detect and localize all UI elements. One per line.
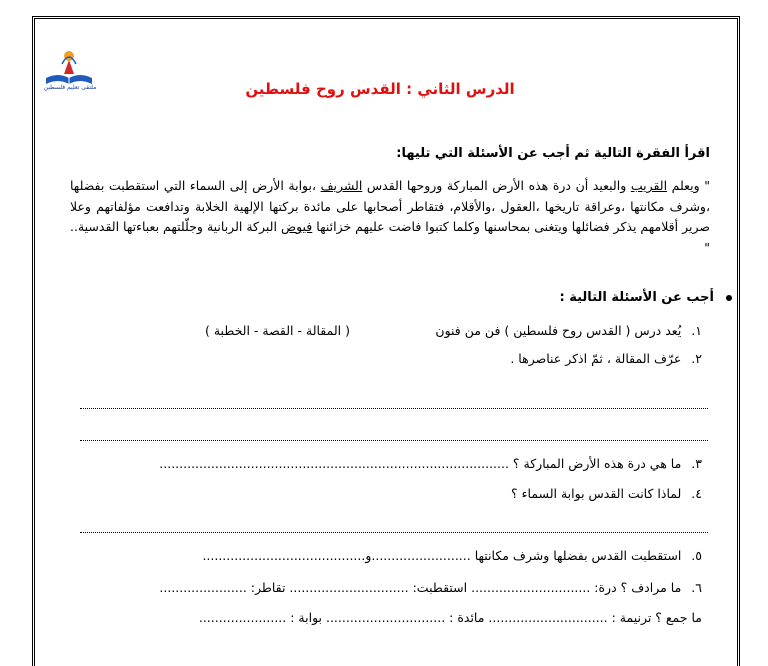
logo-caption: ملتقى تعليم فلسطين [43, 84, 97, 91]
question-2: ٢.عرّف المقالة ، ثمّ اذكر عناصرها . [510, 351, 702, 366]
question-6-plurals: ما جمع ؟ ترنيمة : .............................. مائدة : .............................. بوابة : ...................... [198, 610, 702, 625]
answer-line[interactable] [80, 440, 708, 441]
answer-line[interactable] [80, 532, 708, 533]
question-4: ٤.لماذا كانت القدس بوابة السماء ؟ [511, 486, 702, 501]
underlined-word-qareeb: القريب [630, 178, 668, 193]
underlined-word-fuyood: فيوض [280, 219, 313, 234]
question-5: ٥.استقطبت القدس بفضلها وشرف مكانتها .........................و......................................... [202, 548, 702, 563]
reading-instruction: اقرأ الفقرة التالية ثم أجب عن الأسئلة التي تليها: [396, 146, 710, 161]
lesson-title: الدرس الثاني : القدس روح فلسطين [245, 80, 515, 98]
question-1: ١.يُعد درس ( القدس روح فلسطين ) فن من فنون [435, 323, 702, 338]
question-1-options: ( المقالة - القصة - الخطبة ) [205, 323, 350, 338]
bullet-icon [726, 295, 732, 301]
answer-line[interactable] [80, 408, 708, 409]
question-3: ٣.ما هي درة هذه الأرض المباركة ؟ ........................................................................................ [159, 456, 702, 471]
questions-heading: أجب عن الأسئلة التالية : [560, 290, 732, 305]
reading-paragraph: " ويعلم القريب والبعيد أن درة هذه الأرض المباركة وروحها القدس الشريف ،بوابة الأرض إلى السماء التي استقطبت بفضلها ،وشرف مكانتها ،وعراقة تاريخها ،العقول ،والأقلام، فتقاطر أصحابها على مائدة بركتها الإلهية الخلابة وتدافعت مؤلفاتهم وعلا صرير أقلامهم يذكر فضائلها ويتغنى بمحاسنها وكلما كتبوا فاضت عليهم خزائنها فيوض البركة الربانية وجلّلتهم بعباءتها القدسية.. " [70, 178, 710, 255]
underlined-word-shareef: الشريف [320, 178, 363, 193]
question-6: ٦.ما مرادف ؟ درة: .............................. استقطبت: .............................. تقاطر: ...................... [159, 580, 702, 595]
page-border [32, 16, 740, 666]
